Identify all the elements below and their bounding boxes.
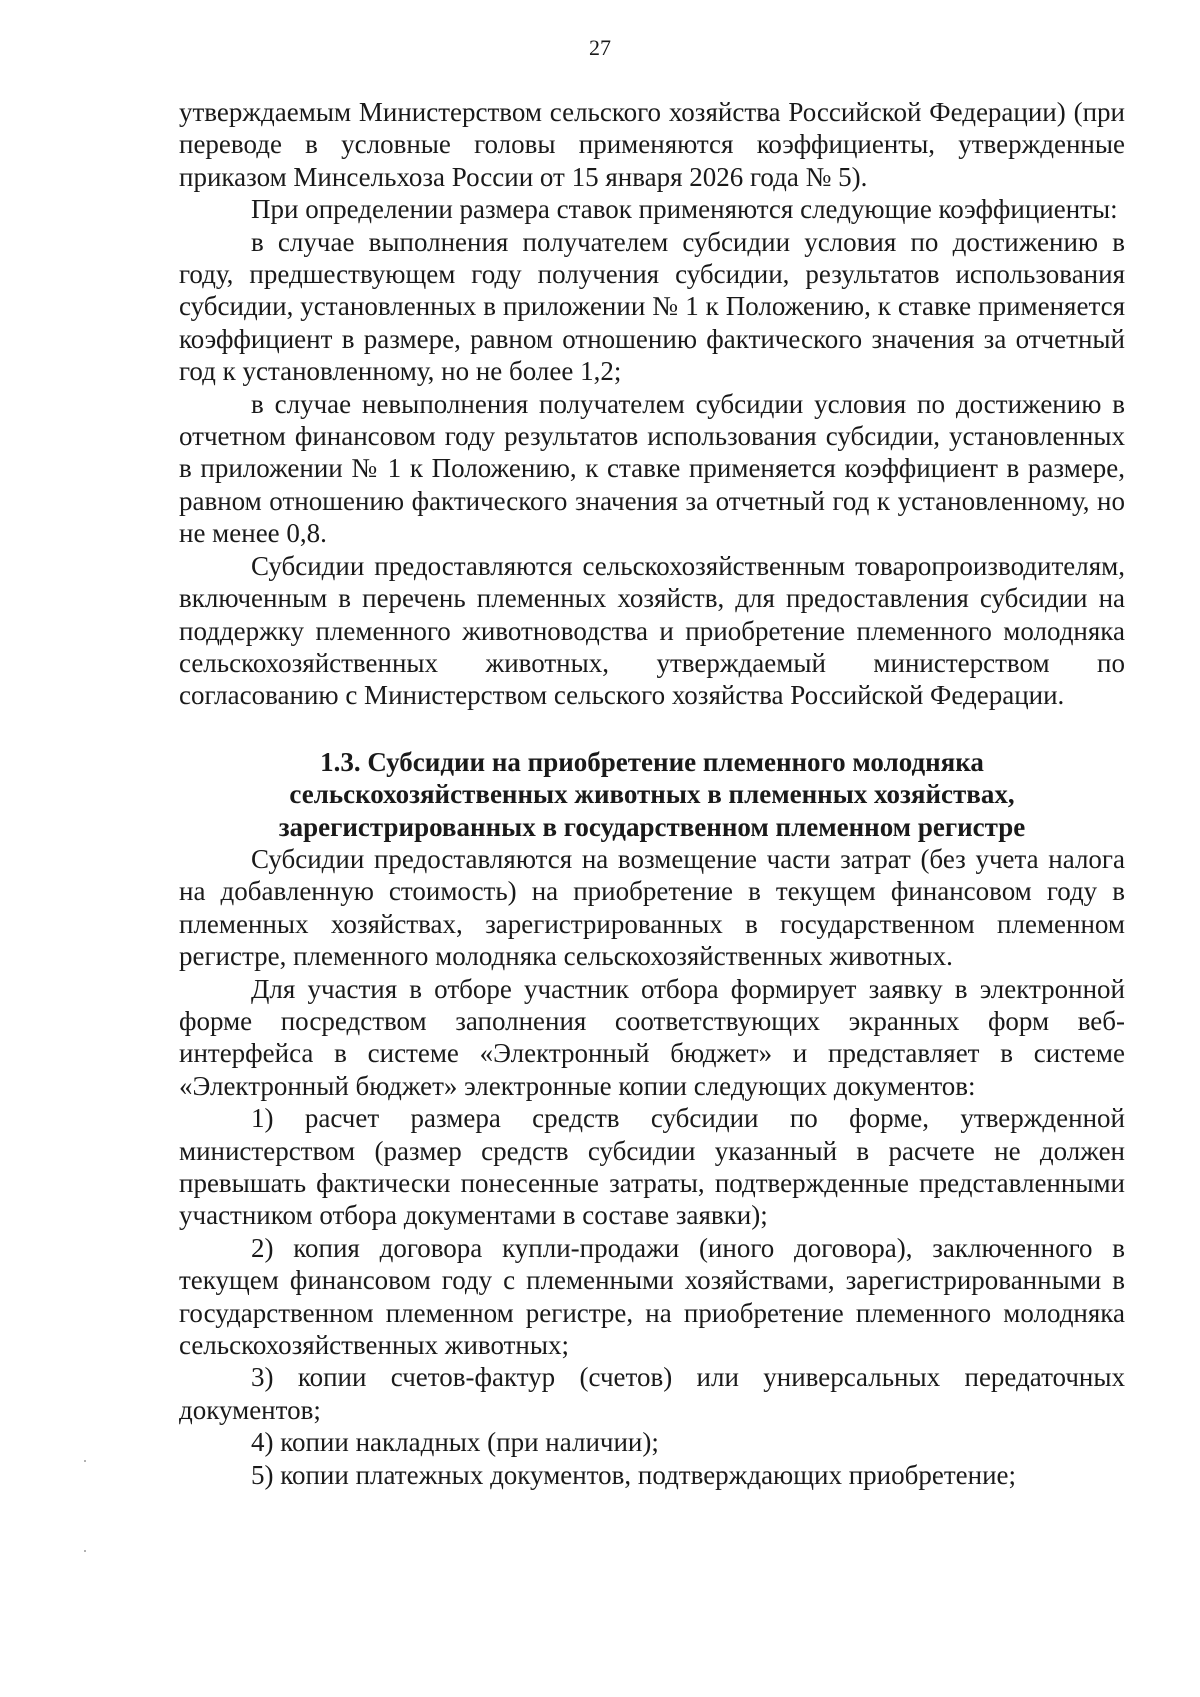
paragraph: утверждаемым Министерством сельского хозяйства Российской Федерации) (при переводе в условные головы применяются коэффициенты, утвержденные приказом Минсельхоза России от 15 января 2026 года № 5).	[179, 97, 1125, 192]
list-item: 4) копии накладных (при наличии);	[251, 1427, 659, 1458]
section-heading-line: 1.3. Субсидии на приобретение племенного молодняка	[320, 746, 984, 777]
section-heading	[179, 746, 1125, 843]
document-body	[179, 96, 1125, 1491]
paragraph: При определении размера ставок применяются следующие коэффициенты:	[251, 194, 1118, 225]
paragraph: Для участия в отборе участник отбора формирует заявку в электронной форме посредством заполнения соответствующих экранных форм веб-интерфейса в системе «Электронный бюджет» и представляет в системе «Электронный бюджет» электронные копии следующих документов:	[179, 973, 1125, 1101]
paragraph: Субсидии предоставляются на возмещение части затрат (без учета налога на добавленную стоимость) на приобретение в текущем финансовом году в племенных хозяйствах, зарегистрированных в государственном племенном регистре, племенного молодняка сельскохозяйственных животных.	[179, 843, 1125, 972]
paragraph: в случае невыполнения получателем субсидии условия по достижению в отчетном финансовом году результатов использования субсидии, установленных в приложении № 1 к Положению, к ставке применяется коэффициент в размере, равном отношению фактического значения за отчетный год к установленному, но не менее 0,8.	[179, 388, 1125, 549]
list-item: 5) копии платежных документов, подтверждающих приобретение;	[251, 1459, 1017, 1490]
scan-speck	[84, 1550, 86, 1552]
page-number: 27	[589, 35, 611, 60]
paragraph: Субсидии предоставляются сельскохозяйственным товаропроизводителям, включенным в перечень племенных хозяйств, для предоставления субсидии на поддержку племенного животноводства и приобретение племенного молодняка сельскохозяйственных животных, утверждаемый министерством по согласованию с Министерством сельского хозяйства Российской Федерации.	[179, 550, 1125, 711]
section-heading-line: зарегистрированных в государственном племенном регистре	[278, 811, 1026, 842]
scan-speck	[84, 1460, 86, 1462]
list-item: 3) копии счетов-фактур (счетов) или универсальных передаточных документов;	[179, 1362, 1125, 1425]
list-item: 2) копия договора купли-продажи (иного договора), заключенного в текущем финансовом году с племенными хозяйствами, зарегистрированными в государственном племенном регистре, на приобретение племенного молодняка сельскохозяйственных животных;	[179, 1232, 1125, 1361]
section-heading-line: сельскохозяйственных животных в племенных хозяйствах,	[289, 779, 1015, 810]
list-item: 1) расчет размера средств субсидии по форме, утвержденной министерством (размер средств субсидии указанный в расчете не должен превышать фактически понесенные затраты, подтвержденные представленными участником отбора документами в составе заявки);	[179, 1103, 1125, 1231]
paragraph: в случае выполнения получателем субсидии условия по достижению в году, предшествующем году получения субсидии, результатов использования субсидии, установленных в приложении № 1 к Положению, к ставке применяется коэффициент в размере, равном отношению фактического значения за отчетный год к установленному, но не более 1,2;	[179, 226, 1125, 387]
